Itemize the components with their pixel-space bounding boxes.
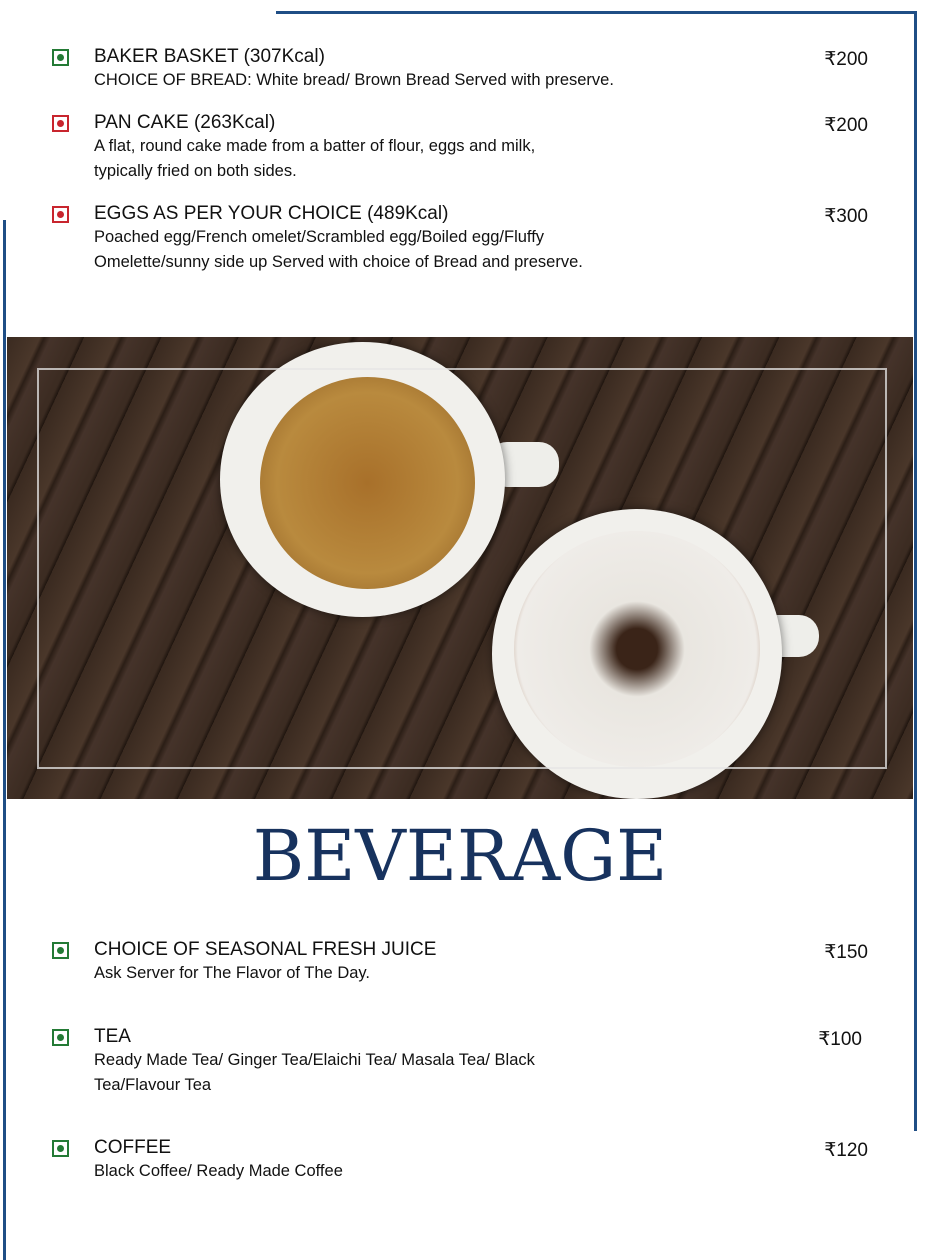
item-desc: CHOICE OF BREAD: White bread/ Brown Bread Served with preserve. xyxy=(94,71,614,89)
item-name: EGGS AS PER YOUR CHOICE (489Kcal) xyxy=(94,203,449,224)
section-title: BEVERAGE xyxy=(252,815,668,897)
item-price: ₹150 xyxy=(824,942,868,963)
item-name: COFFEE xyxy=(94,1137,172,1158)
item-price: ₹200 xyxy=(824,49,868,70)
item-desc: A flat, round cake made from a batter of flour, eggs and milk, typically fried on both sides. xyxy=(94,137,536,180)
item-name: CHOICE OF SEASONAL FRESH JUICE xyxy=(94,939,437,960)
item-name: PAN CAKE (263Kcal) xyxy=(94,112,276,133)
item-desc: Black Coffee/ Ready Made Coffee xyxy=(94,1162,343,1180)
photo-frame xyxy=(37,368,887,769)
border-right xyxy=(914,11,917,1131)
border-left xyxy=(3,220,6,1260)
non-veg-icon xyxy=(52,206,69,223)
item-name: BAKER BASKET (307Kcal) xyxy=(94,46,325,67)
item-price: ₹120 xyxy=(824,1140,868,1161)
item-price: ₹200 xyxy=(824,115,868,136)
item-price: ₹300 xyxy=(824,206,868,227)
item-name: TEA xyxy=(94,1026,131,1047)
veg-icon xyxy=(52,1140,69,1157)
item-price: ₹100 xyxy=(818,1029,862,1050)
item-desc: Ask Server for The Flavor of The Day. xyxy=(94,964,371,982)
veg-icon xyxy=(52,942,69,959)
item-desc: Ready Made Tea/ Ginger Tea/Elaichi Tea/ Masala Tea/ Black Tea/Flavour Tea xyxy=(94,1051,535,1094)
item-desc: Poached egg/French omelet/Scrambled egg/Boiled egg/Fluffy Omelette/sunny side up Served with choice of Bread and preserve. xyxy=(94,228,583,271)
border-top xyxy=(276,11,917,14)
beverage-photo xyxy=(7,337,913,799)
veg-icon xyxy=(52,1029,69,1046)
veg-icon xyxy=(52,49,69,66)
non-veg-icon xyxy=(52,115,69,132)
